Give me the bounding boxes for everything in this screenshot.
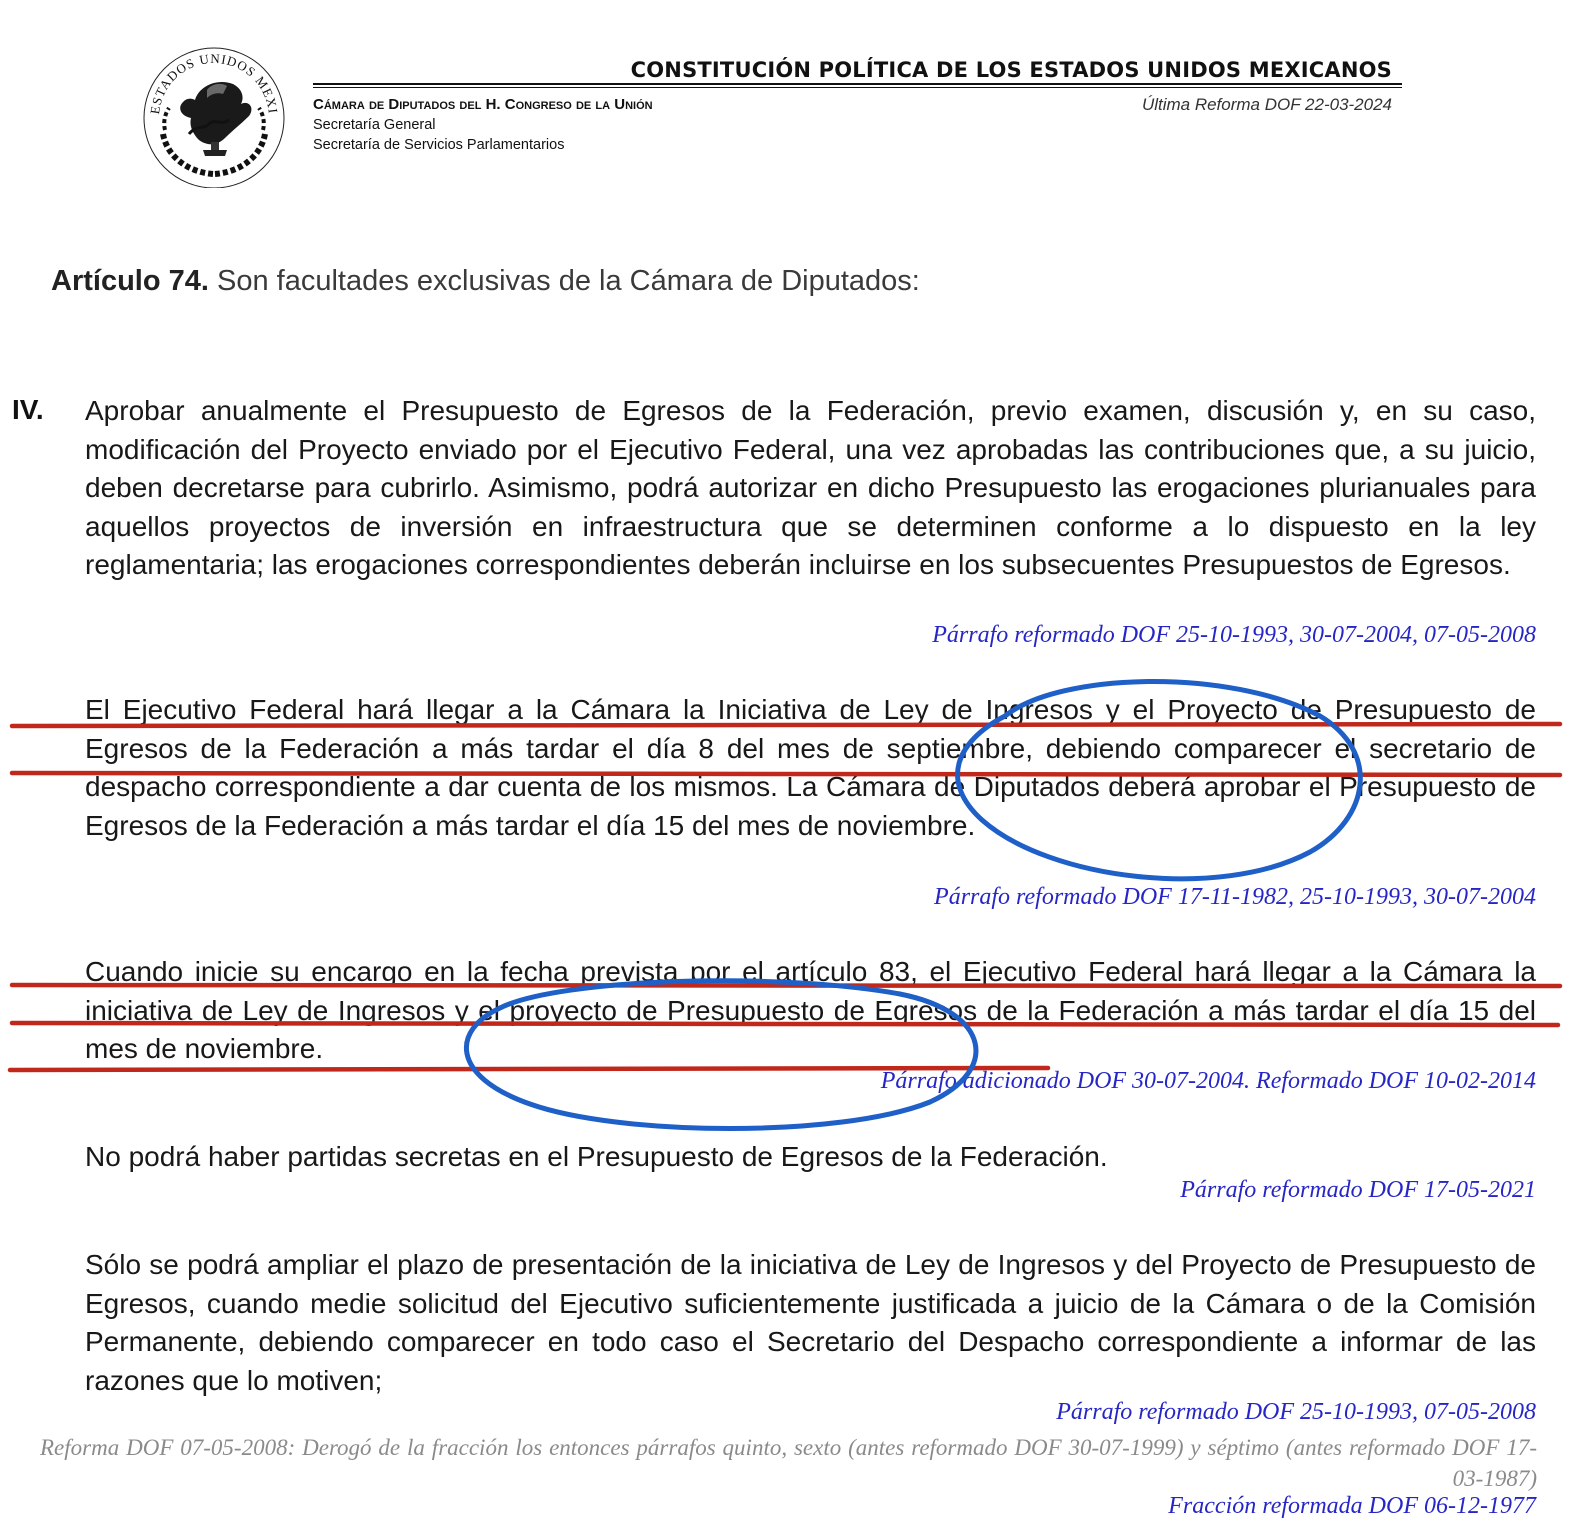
fraction-reform-note: Fracción reformada DOF 06-12-1977 [1168, 1493, 1536, 1519]
article-number: Artículo 74. [51, 265, 209, 297]
paragraph-1-note: Párrafo reformado DOF 25-10-1993, 30-07-2004, 07-05-2008 [932, 622, 1536, 648]
paragraph-2-note: Párrafo reformado DOF 17-11-1982, 25-10-1993, 30-07-2004 [934, 884, 1536, 910]
paragraph-3: Cuando inicie su encargo en la fecha prevista por el artículo 83, el Ejecutivo Federal hará llegar a la Cámara la iniciativa de Ley de Ingresos y el proyecto de Presupuesto de Egresos de la Federación a más tardar el día 15 del mes de noviembre. [85, 956, 1536, 1065]
paragraph-1: Aprobar anualmente el Presupuesto de Egresos de la Federación, previo examen, discusión y, en su caso, modificación del Proyecto enviado por el Ejecutivo Federal, una vez aprobadas las contribuciones que, a su juicio, deben decretarse para cubrirlo. Asimismo, podrá autorizar en dicho Presupuesto las erogaciones plurianuales para aquellos proyectos de inversión en infraestructura que se determinen conforme a lo dispuesto en la ley reglamentaria; las erogaciones correspondientes deberán incluirse en los subsecuentes Presupuestos de Egresos. [85, 395, 1536, 581]
document-title: CONSTITUCIÓN POLÍTICA DE LOS ESTADOS UNIDOS MEXICANOS [630, 58, 1392, 82]
header-rule-thin [313, 87, 1402, 88]
coat-of-arms-seal [137, 38, 287, 188]
paragraph-5: Sólo se podrá ampliar el plazo de presentación de la iniciativa de Ley de Ingresos y del Proyecto de Presupuesto de Egresos, cuando medie solicitud del Ejecutivo suficientemente justificada a juicio de la Cámara o de la Comisión Permanente, debiendo comparecer en todo caso el Secretario del Despacho correspondiente a informar de las razones que lo motiven; [85, 1249, 1536, 1396]
paragraph-5-note: Párrafo reformado DOF 25-10-1993, 07-05-2008 [1056, 1399, 1536, 1425]
last-reform-date: Última Reforma DOF 22-03-2024 [1141, 95, 1392, 114]
article-title: Son facultades exclusivas de la Cámara de Diputados: [217, 265, 920, 297]
fraction-number: IV. [12, 394, 44, 425]
office-parliamentary: Secretaría de Servicios Parlamentarios [313, 137, 565, 153]
paragraph-4: No podrá haber partidas secretas en el Presupuesto de Egresos de la Federación. [85, 1141, 1108, 1172]
chamber-name: Cámara de Diputados del H. Congreso de la Unión [313, 96, 653, 113]
seal-text: ESTADOS UNIDOS MEXI [147, 50, 281, 116]
header-rule [313, 83, 1402, 85]
derogation-note: Reforma DOF 07-05-2008: Derogó de la fracción los entonces párrafos quinto, sexto (antes reformado DOF 30-07-1999) y séptimo (antes reformado DOF 17-03-1987) [40, 1435, 1537, 1491]
office-general: Secretaría General [313, 117, 436, 133]
paragraph-2: El Ejecutivo Federal hará llegar a la Cámara la Iniciativa de Ley de Ingresos y el Proyecto de Presupuesto de Egresos de la Federación a más tardar el día 8 del mes de septiembre, debiendo comparecer el secretario de despacho correspondiente a dar cuenta de los mismos. La Cámara de Diputados deberá aprobar el Presupuesto de Egresos de la Federación a más tardar el día 15 del mes de noviembre. [85, 694, 1536, 841]
paragraph-4-note: Párrafo reformado DOF 17-05-2021 [1180, 1177, 1536, 1203]
article-heading [51, 265, 920, 298]
paragraph-3-note: Párrafo adicionado DOF 30-07-2004. Reformado DOF 10-02-2014 [880, 1068, 1536, 1094]
